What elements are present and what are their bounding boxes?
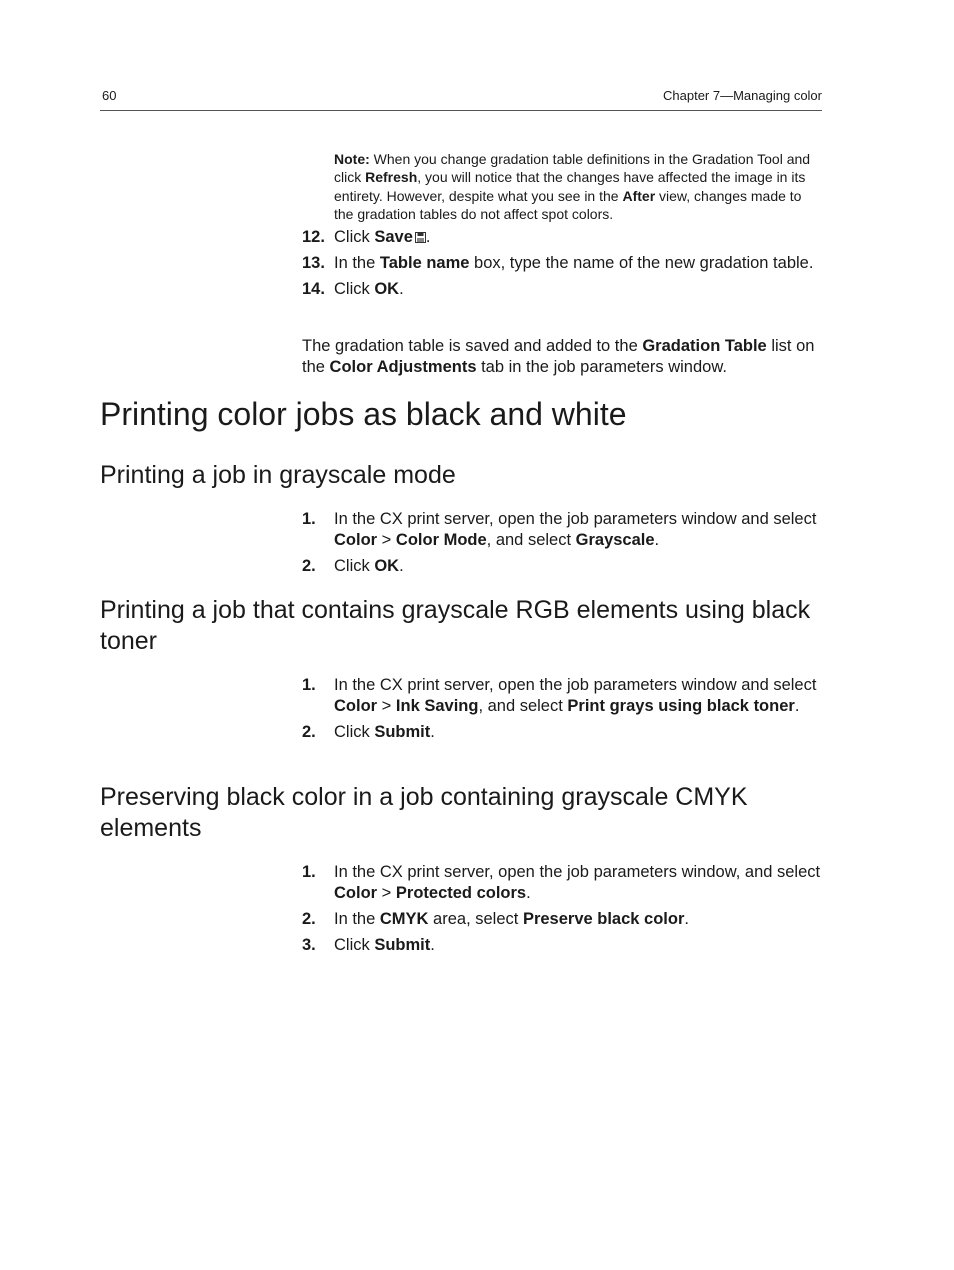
step-number: 2. bbox=[302, 723, 316, 741]
page-number: 60 bbox=[102, 88, 117, 103]
page-header bbox=[100, 88, 822, 111]
step-text: . bbox=[526, 884, 531, 902]
step-text: , and select bbox=[486, 531, 576, 549]
step-bold: CMYK bbox=[379, 910, 429, 928]
save-icon bbox=[415, 232, 426, 243]
step-text: box, type the name of the new gradation table. bbox=[469, 254, 814, 272]
result-paragraph bbox=[302, 336, 822, 378]
step-text: . bbox=[654, 531, 660, 549]
step-number: 1. bbox=[302, 863, 316, 881]
page-heading: Printing color jobs as black and white bbox=[100, 396, 627, 432]
step-text: . bbox=[425, 228, 431, 246]
step-number: 1. bbox=[302, 676, 316, 694]
section-heading: Printing a job that contains grayscale RGB elements using black toner bbox=[100, 596, 811, 655]
para-bold: Color Adjustments bbox=[329, 358, 477, 376]
para-text: tab in the job parameters window. bbox=[476, 358, 727, 376]
list-item bbox=[302, 675, 822, 717]
steps-list-grayscale bbox=[302, 509, 822, 582]
step-bold: Grayscale bbox=[575, 531, 655, 549]
step-text: In the bbox=[334, 254, 380, 272]
step-text: . bbox=[430, 936, 435, 954]
list-item bbox=[302, 935, 822, 956]
para-text: list on the bbox=[302, 337, 815, 376]
step-number: 2. bbox=[302, 557, 316, 575]
list-item bbox=[302, 556, 822, 577]
step-bold: Color bbox=[334, 884, 378, 902]
step-text: > bbox=[377, 884, 396, 902]
list-item bbox=[302, 862, 822, 904]
step-bold: Submit bbox=[374, 723, 431, 741]
steps-list-black-toner bbox=[302, 675, 822, 748]
step-number: 2. bbox=[302, 910, 316, 928]
step-bold: Color bbox=[334, 697, 378, 715]
step-text: Click bbox=[334, 936, 375, 954]
note-text: , you will notice that the changes have affected the image in its entirety. However, despite what you see in the bbox=[334, 169, 806, 204]
step-text: Click bbox=[334, 280, 375, 298]
note-after: After bbox=[622, 187, 656, 204]
para-bold: Gradation Table bbox=[642, 337, 767, 355]
section-heading: Printing a job in grayscale mode bbox=[100, 461, 456, 489]
note-block bbox=[334, 150, 814, 223]
step-bold: OK bbox=[374, 280, 400, 298]
note-text: view, changes made to the gradation tables do not affect spot colors. bbox=[334, 187, 802, 222]
step-number: 3. bbox=[302, 936, 316, 954]
list-item bbox=[302, 509, 822, 551]
para-text: The gradation table is saved and added to the bbox=[302, 337, 643, 355]
step-text: . bbox=[399, 280, 404, 298]
step-text: Click bbox=[334, 557, 375, 575]
step-text: area, select bbox=[428, 910, 523, 928]
step-text: , and select bbox=[478, 697, 568, 715]
step-bold: Protected colors bbox=[395, 884, 527, 902]
step-bold: Ink Saving bbox=[395, 697, 479, 715]
step-number: 14. bbox=[302, 280, 325, 298]
step-text: Click bbox=[334, 723, 375, 741]
step-bold: Preserve black color bbox=[522, 910, 685, 928]
step-number: 1. bbox=[302, 510, 316, 528]
step-number: 12. bbox=[302, 228, 325, 246]
list-item bbox=[302, 253, 822, 274]
step-text: . bbox=[430, 723, 435, 741]
step-bold: Submit bbox=[374, 936, 431, 954]
steps-list-save bbox=[302, 227, 822, 305]
list-item bbox=[302, 722, 822, 743]
step-text: . bbox=[399, 557, 404, 575]
steps-list-cmyk bbox=[302, 862, 822, 961]
step-text: In the CX print server, open the job parameters window and select bbox=[334, 510, 817, 528]
note-text: When you change gradation table definitions in the Gradation Tool and click bbox=[334, 151, 811, 186]
step-text: In the CX print server, open the job parameters window and select bbox=[334, 676, 817, 694]
step-bold: Color bbox=[334, 531, 378, 549]
step-bold: Print grays using black toner bbox=[567, 697, 795, 715]
list-item bbox=[302, 279, 822, 300]
chapter-title: Chapter 7—Managing color bbox=[663, 88, 822, 103]
step-text: In the CX print server, open the job parameters window, and select bbox=[334, 863, 821, 881]
step-bold: Color Mode bbox=[395, 531, 487, 549]
step-text: In the bbox=[334, 910, 380, 928]
step-text: Click bbox=[334, 228, 375, 246]
section-heading: Preserving black color in a job containing grayscale CMYK elements bbox=[100, 783, 748, 842]
list-item bbox=[302, 227, 822, 248]
step-text: . bbox=[794, 697, 800, 715]
step-number: 13. bbox=[302, 254, 325, 272]
note-refresh: Refresh bbox=[365, 169, 418, 186]
step-text: . bbox=[684, 910, 689, 928]
step-bold: Save bbox=[374, 228, 413, 246]
list-item bbox=[302, 909, 822, 930]
step-text: > bbox=[377, 531, 396, 549]
step-bold: OK bbox=[374, 557, 400, 575]
step-bold: Table name bbox=[379, 254, 470, 272]
step-text: > bbox=[377, 697, 396, 715]
note-label: Note: bbox=[334, 151, 370, 167]
